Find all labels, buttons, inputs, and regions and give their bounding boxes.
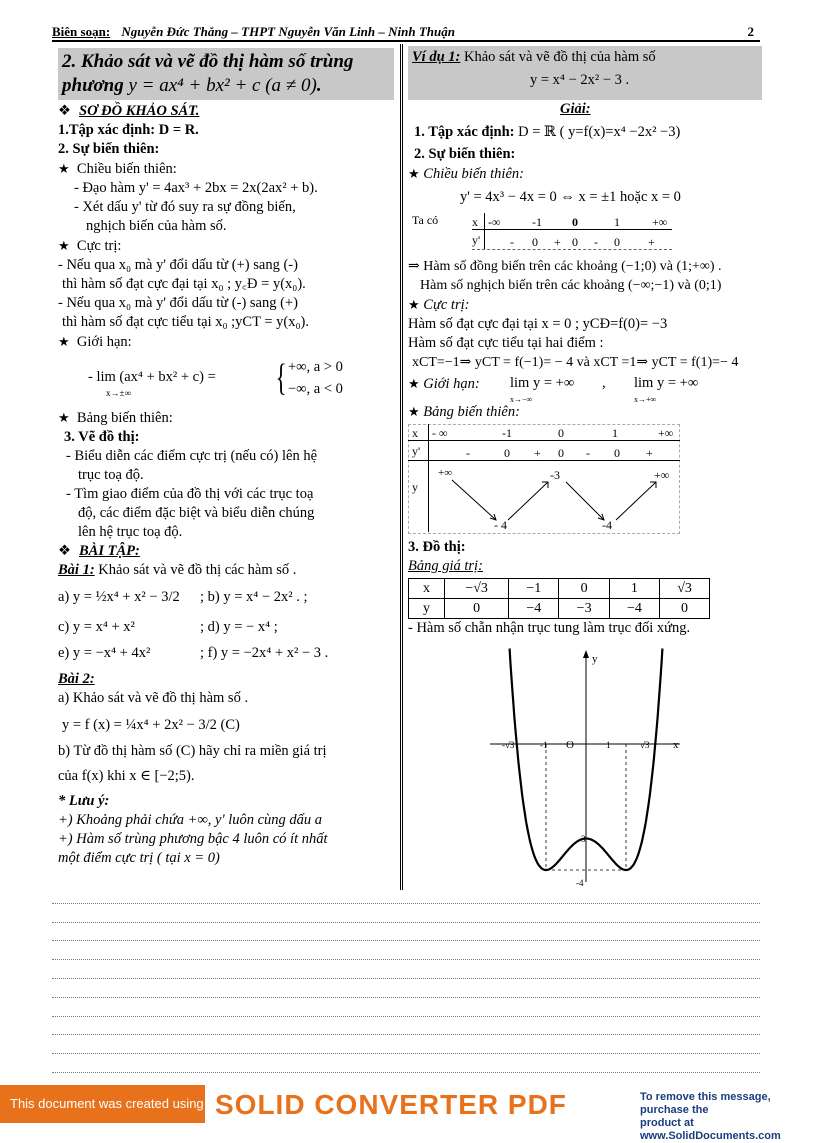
ct-line1: - Nếu qua x₀ mà y' đổi dấu từ (+) sang (-)	[58, 257, 298, 273]
sx5: +∞	[652, 215, 668, 229]
b2b2: của f(x) khi x ∈ [−2;5).	[58, 768, 195, 784]
dotted-line	[52, 940, 760, 941]
star-icon: ★	[408, 376, 420, 391]
vt-arrows	[408, 424, 680, 534]
brace-icon: {	[275, 357, 287, 399]
dotted-line	[52, 1053, 760, 1054]
dotted-line	[52, 1072, 760, 1073]
title-formula: y = ax⁴ + bx² + c (a ≠ 0)	[128, 75, 317, 96]
sy3: +	[554, 235, 561, 249]
vty0: y	[412, 480, 418, 494]
vtyp3: +	[534, 446, 541, 460]
ct-line4: thì hàm số đạt cực tiểu tại x₀ ;yCT = y(x₀).	[62, 314, 309, 330]
lim-expr: - lim (ax⁴ + bx² + c) =	[88, 369, 216, 385]
step-3: 3. Vẽ đồ thị:	[64, 429, 140, 445]
cuc-dai: Hàm số đạt cực đại tại x = 0 ; yCĐ=f(0)= −3	[408, 316, 668, 332]
dong-bien: ⇒ Hàm số đồng biến trên các khoảng (−1;0) và (1;+∞) .	[408, 259, 722, 274]
vty1: +∞	[438, 467, 453, 479]
star-icon: ★	[408, 166, 420, 181]
luu-y: * Lưu ý:	[58, 793, 110, 809]
bai1-text: Khảo sát và vẽ đồ thị các hàm số .	[98, 562, 297, 578]
banner-brand: SOLID CONVERTER PDF	[215, 1089, 567, 1120]
sign-table	[408, 211, 762, 257]
bai-tap-heading	[58, 542, 394, 561]
dotted-line	[52, 903, 760, 904]
example-function: y = x⁴ − 2x² − 3 .	[530, 72, 630, 88]
left-column	[58, 48, 394, 868]
lim-case1: +∞, a > 0	[288, 359, 343, 375]
page-header	[52, 24, 760, 42]
vx2: −1	[509, 579, 559, 599]
ex-c: c) y = x⁴ + x²	[58, 619, 135, 635]
section-title	[58, 48, 394, 100]
ct-line3: - Nếu qua x₀ mà y' đổi dấu từ (-) sang (+)	[58, 295, 298, 311]
vy4: −4	[609, 599, 659, 619]
vx4: 1	[609, 579, 659, 599]
tick-m1: -1	[540, 740, 548, 750]
cuctri-label: Cực trị:	[423, 297, 470, 313]
sy2: 0	[532, 235, 538, 249]
header-label: Biên soạn:	[52, 24, 111, 39]
sign-vline	[484, 213, 485, 249]
value-table	[408, 578, 710, 619]
lim1-sub: x→−∞	[510, 395, 533, 404]
star-icon: ★	[408, 297, 420, 312]
ex-ab	[58, 588, 394, 614]
vtyp6: 0	[614, 446, 620, 460]
header-author: Nguyễn Đức Thắng – THPT Nguyễn Văn Linh – Ninh Thuận	[121, 24, 455, 39]
variation-table	[408, 424, 680, 534]
title-word: phương	[62, 75, 124, 96]
bang-gia-tri-label: Bảng giá trị:	[408, 558, 483, 574]
banner-left-text: This document was created using	[0, 1085, 205, 1123]
star-icon: ★	[58, 161, 70, 176]
vtyp1: -	[466, 446, 470, 460]
deriv-line: - Đạo hàm y' = 4ax³ + 2bx = 2x(2ax² + b).	[74, 180, 318, 196]
page-number: 2	[747, 24, 754, 39]
dotted-line	[52, 1034, 760, 1035]
cuc-tieu-head: Hàm số đạt cực tiểu tại hai điểm :	[408, 335, 604, 351]
v-line5: lên hệ trục toạ độ.	[78, 524, 183, 540]
b2a: a) Khảo sát và vẽ đồ thị hàm số .	[58, 690, 249, 706]
cuc-tieu-values: xCT=−1⇒ yCT = f(−1)= − 4 và xCT =1⇒ yCT = f(1)=− 4	[412, 355, 739, 370]
sy1: -	[510, 235, 514, 249]
sx0: x	[472, 215, 478, 229]
vtyp4: 0	[558, 446, 564, 460]
column-divider	[400, 44, 403, 890]
example-line	[412, 48, 758, 67]
sign-line: - Xét dấu y' từ đó suy ra sự đồng biến,	[74, 199, 296, 215]
vtx2: -1	[502, 426, 512, 440]
sy0: y'	[472, 233, 481, 247]
gh-label: Giới hạn:	[76, 334, 132, 350]
vx1: −√3	[445, 579, 509, 599]
vx5: √3	[660, 579, 710, 599]
sy7: +	[648, 235, 655, 249]
dotted-line	[52, 959, 760, 960]
tick-m3: -√3	[502, 740, 515, 750]
limit-formula	[58, 354, 394, 406]
bullet-bbt	[58, 408, 394, 428]
converter-banner[interactable]	[0, 1085, 816, 1142]
dotted-line	[52, 978, 760, 979]
bbt-label: Bảng biến thiên:	[423, 404, 520, 420]
ex-f: ; f) y = −2x⁴ + x² − 3 .	[200, 645, 329, 661]
b2b1: b) Từ đồ thị hàm số (C) hãy chỉ ra miền giá trị	[58, 743, 327, 759]
right-column	[408, 46, 762, 638]
sy4: 0	[572, 235, 578, 249]
vty3: +∞	[654, 468, 670, 482]
taco: Ta có	[412, 213, 439, 227]
tick-3: √3	[640, 740, 650, 750]
lim-case2: −∞, a < 0	[288, 381, 343, 397]
y-arrow-icon	[583, 650, 589, 658]
note3: một điểm cực trị ( tại x = 0)	[58, 850, 220, 866]
v-line3: - Tìm giao điểm của đồ thị với các trục toạ	[66, 486, 314, 502]
step-2: 2. Sự biến thiên:	[58, 141, 160, 157]
sy6: 0	[614, 235, 620, 249]
vty5: -4	[602, 518, 612, 532]
do-thi-heading: 3. Đồ thị:	[408, 539, 466, 555]
star-icon: ★	[58, 238, 70, 253]
ex-ef	[58, 644, 394, 670]
vy1: 0	[445, 599, 509, 619]
diamond-icon: ❖	[58, 543, 71, 559]
vtyp2: 0	[504, 446, 510, 460]
vtyp5: -	[586, 446, 590, 460]
solution-heading: Giải:	[560, 101, 591, 117]
ex-d: ; d) y = − x⁴ ;	[200, 619, 278, 635]
vtx0: x	[412, 426, 418, 440]
star-icon: ★	[58, 334, 70, 349]
ex-a: a) y = ½x⁴ + x² − 3/2	[58, 589, 180, 605]
tick-1: 1	[606, 740, 611, 750]
ct-line2: thì hàm số đạt cực đại tại x₀ ; y꜀Đ = y(x₀).	[62, 276, 306, 292]
label-m3: -3	[578, 834, 586, 844]
sign-line2: nghịch biến của hàm số.	[86, 218, 227, 234]
gioihan-label: Giới hạn:	[423, 376, 480, 392]
star-icon: ★	[408, 404, 420, 419]
v-line2: trục toạ độ.	[78, 467, 144, 483]
sy5: -	[594, 235, 598, 249]
ex-cd	[58, 618, 394, 644]
vy3: −3	[559, 599, 609, 619]
b2-formula: y = f (x) = ¼x⁴ + 2x² − 3/2 (C)	[62, 717, 240, 733]
vtyp7: +	[646, 446, 653, 460]
banner-right[interactable]	[640, 1091, 816, 1143]
example-box	[408, 46, 762, 100]
bai1-label: Bài 1:	[58, 562, 95, 578]
vx0: x	[409, 579, 445, 599]
example-text: Khảo sát và vẽ đồ thị của hàm số	[463, 49, 656, 65]
vtx1: - ∞	[432, 426, 448, 440]
symmetry-note: - Hàm số chẵn nhận trục tung làm trục đối xứng.	[408, 620, 691, 636]
nghich-bien: Hàm số nghịch biến trên các khoảng (−∞;−1) và (0;1)	[420, 278, 722, 293]
v-line4: độ, các điểm đặc biệt và biểu diễn chúng	[78, 505, 315, 521]
y-label: y	[592, 653, 598, 665]
t1-value: D = ℝ ( y=f(x)=x⁴ −2x² −3)	[518, 124, 681, 140]
vtyp0: y'	[412, 444, 421, 458]
lim2-sub: x→+∞	[634, 395, 657, 404]
vtx3: 0	[558, 426, 564, 440]
banner-right-line1: To remove this message, purchase the	[640, 1091, 771, 1116]
label-m4: -4	[576, 878, 584, 888]
example-label: Ví dụ 1:	[412, 49, 461, 65]
so-do-label: SƠ ĐỒ KHẢO SÁT.	[79, 103, 200, 119]
vy0: y	[409, 599, 445, 619]
v-line1: - Biểu diễn các điểm cực trị (nếu có) lên hệ	[66, 448, 318, 464]
bai1-line	[58, 561, 394, 580]
banner-link[interactable]: product at www.SolidDocuments.com	[640, 1117, 781, 1142]
sx1: -∞	[488, 215, 501, 229]
bai-tap-label: BÀI TẬP:	[79, 543, 140, 559]
origin-label: O	[566, 739, 574, 751]
bbt-line	[408, 402, 762, 422]
lim-comma: ,	[602, 375, 606, 391]
bt-label: Chiều biến thiên:	[76, 161, 177, 177]
star-icon: ★	[58, 410, 70, 425]
vx3: 0	[559, 579, 609, 599]
lim-sub: x→±∞	[106, 388, 131, 398]
sx2: -1	[532, 215, 542, 229]
bai2-label: Bài 2:	[58, 671, 95, 687]
vty2: -3	[550, 468, 560, 482]
note1: +) Khoảng phải chứa +∞, y' luôn cùng dấu a	[58, 812, 323, 828]
bbt-label: Bảng biến thiên:	[76, 410, 173, 426]
title-line2	[62, 74, 390, 98]
sx4: 1	[614, 215, 620, 229]
so-do-heading	[58, 102, 394, 121]
note2: +) Hàm số trùng phương bậc 4 luôn có ít nhất	[58, 831, 328, 847]
sign-grid	[472, 213, 672, 253]
x-label: x	[673, 739, 679, 751]
dotted-line	[52, 922, 760, 923]
dotted-line	[52, 1016, 760, 1017]
bullet-gioi-han	[58, 332, 394, 352]
limit-line	[408, 372, 762, 402]
ex-e: e) y = −x⁴ + 4x²	[58, 645, 151, 661]
vtx4: 1	[612, 426, 618, 440]
ct-label: Cực trị:	[76, 238, 122, 254]
lim2: lim y = +∞	[634, 375, 699, 391]
step-2-right: 2. Sự biến thiên:	[414, 146, 516, 162]
bullet-bien-thien	[58, 159, 394, 179]
vty4: - 4	[494, 518, 507, 532]
step-1: 1.Tập xác định: D = R.	[58, 122, 199, 138]
vy2: −4	[509, 599, 559, 619]
value-row-x	[409, 579, 710, 599]
title-period: .	[316, 75, 322, 96]
value-row-y	[409, 599, 710, 619]
t1-label: 1. Tập xác định:	[414, 124, 515, 140]
lim1: lim y = +∞	[510, 375, 575, 391]
tap-xd	[408, 123, 762, 142]
cbt-label: Chiều biến thiên:	[423, 166, 524, 182]
ex-b: ; b) y = x⁴ − 2x² . ;	[200, 589, 308, 605]
function-graph	[470, 648, 700, 890]
cuctri-line	[408, 295, 762, 315]
cbt-line	[408, 164, 762, 184]
dotted-line	[52, 997, 760, 998]
title-line1: 2. Khảo sát và vẽ đồ thị hàm số trùng	[62, 51, 354, 72]
diamond-icon: ❖	[58, 103, 71, 119]
derivative-eq: y' = 4x³ − 4x = 0 ⇔ x = ±1 hoặc x = 0	[460, 189, 681, 205]
sx3: 0	[572, 215, 578, 229]
bullet-cuc-tri	[58, 236, 394, 256]
vy5: 0	[660, 599, 710, 619]
vtx5: +∞	[658, 426, 674, 440]
